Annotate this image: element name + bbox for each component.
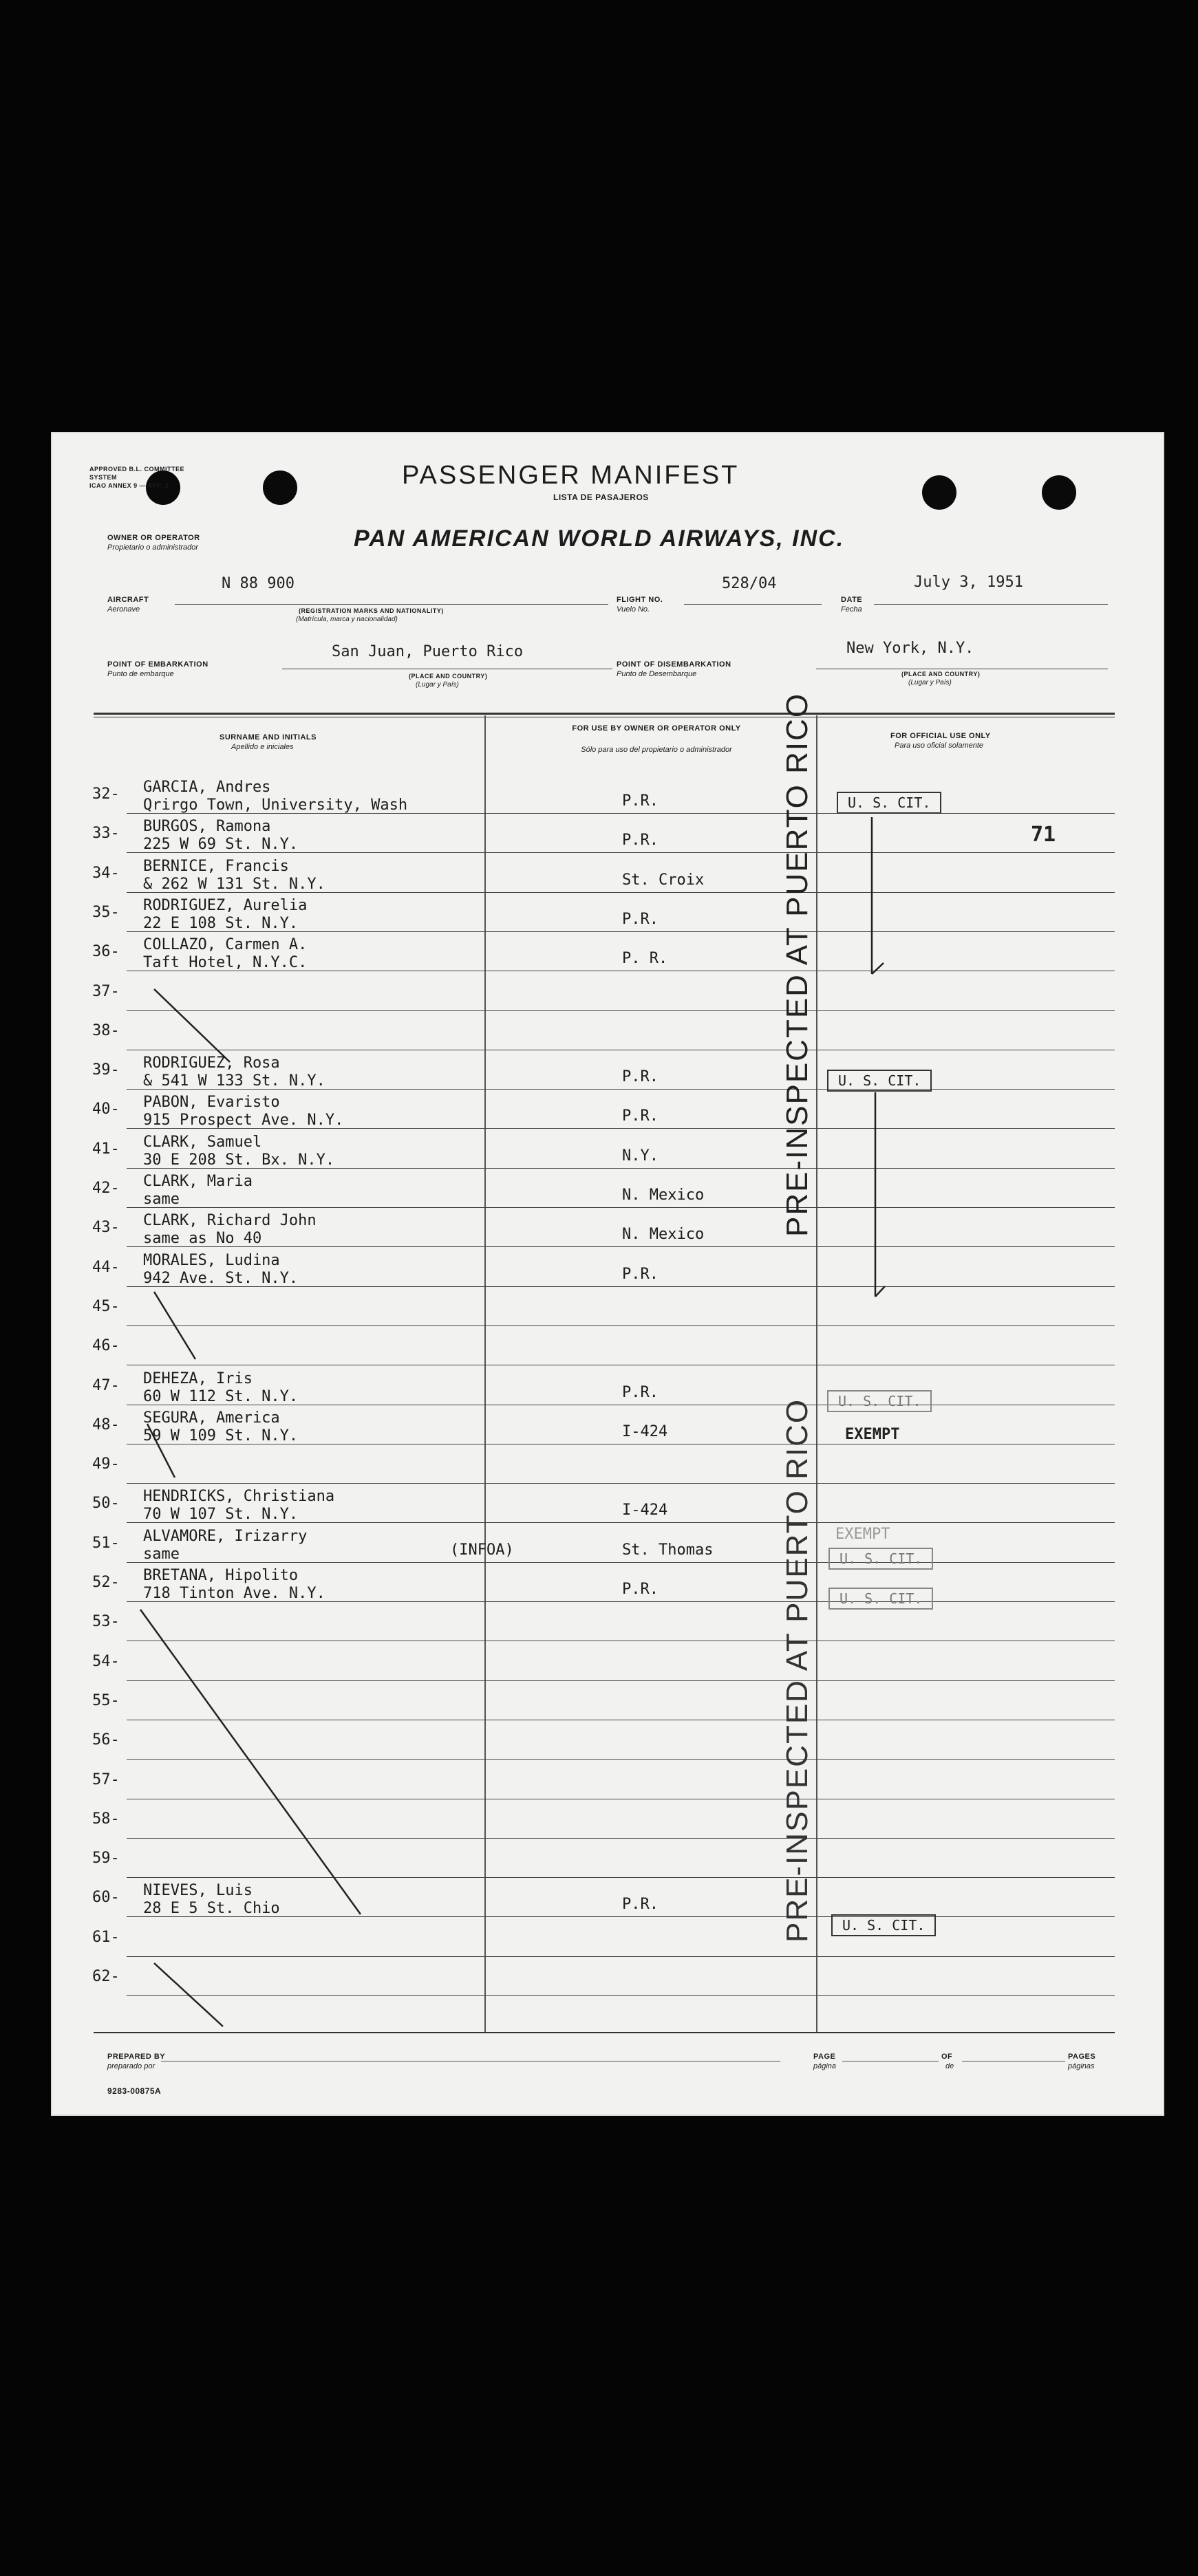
passenger-address: & 262 W 131 St. N.Y. xyxy=(143,875,325,893)
row-number: 55- xyxy=(92,1691,120,1709)
row-number: 57- xyxy=(92,1771,120,1788)
form-number: 9283-00875A xyxy=(107,2086,162,2096)
name-column-header: SURNAME AND INITIALS xyxy=(220,733,317,742)
count-mark: 71 xyxy=(1031,823,1056,847)
passenger-name: RODRIGUEZ, Aurelia xyxy=(143,896,308,914)
us-cit-stamp: U. S. CIT. xyxy=(837,792,941,814)
exempt-stamp: EXEMPT xyxy=(845,1426,900,1443)
owner-use-value: P.R. xyxy=(622,1581,659,1598)
row-number: 60- xyxy=(92,1889,120,1907)
page-subtitle: LISTA DE PASAJEROS xyxy=(553,493,649,502)
owner-column-header-es: Sólo para uso del propietario o administrador xyxy=(581,746,732,754)
owner-label: OWNER OR OPERATOR xyxy=(107,534,200,542)
row-number: 50- xyxy=(92,1495,120,1513)
row-number: 36- xyxy=(92,943,120,961)
passenger-name: CLARK, Maria xyxy=(143,1173,253,1190)
aircraft-label-es: Aeronave xyxy=(107,605,140,614)
passenger-address: same as No 40 xyxy=(143,1230,262,1248)
passenger-name: CLARK, Samuel xyxy=(143,1133,262,1151)
passenger-address: 942 Ave. St. N.Y. xyxy=(143,1269,299,1287)
aircraft-caption-es: (Matrícula, marca y nacionalidad) xyxy=(296,616,398,623)
preinspected-stamp: PRE-INSPECTED AT PUERTO RICO xyxy=(780,692,814,1237)
page-label: PAGE xyxy=(813,2053,836,2061)
us-cit-stamp: U. S. CIT. xyxy=(828,1548,933,1570)
embark-place-caption: (PLACE AND COUNTRY) xyxy=(409,673,488,680)
passenger-name: CLARK, Richard John xyxy=(143,1212,317,1230)
passenger-address: Taft Hotel, N.Y.C. xyxy=(143,954,308,972)
disembark-label-es: Punto de Desembarque xyxy=(617,670,697,678)
passenger-address: 915 Prospect Ave. N.Y. xyxy=(143,1112,344,1129)
row-number: 35- xyxy=(92,903,120,921)
official-column-header-es: Para uso oficial solamente xyxy=(895,742,984,750)
owner-use-value: P.R. xyxy=(622,1383,659,1401)
owner-use-value: N. Mexico xyxy=(622,1226,705,1244)
page-label-es: página xyxy=(813,2062,837,2070)
aircraft-value: N 88 900 xyxy=(222,575,295,592)
embark-label: POINT OF EMBARKATION xyxy=(107,660,208,669)
row-number: 44- xyxy=(92,1258,120,1276)
passenger-name: SEGURA, America xyxy=(143,1409,280,1427)
aircraft-caption: (REGISTRATION MARKS AND NATIONALITY) xyxy=(299,607,444,614)
us-cit-stamp: U. S. CIT. xyxy=(827,1390,932,1412)
owner-column-header: FOR USE BY OWNER OR OPERATOR ONLY xyxy=(572,724,741,733)
owner-use-value: St. Croix xyxy=(622,871,705,889)
passenger-name: BRETANA, Hipolito xyxy=(143,1567,299,1584)
embark-value: San Juan, Puerto Rico xyxy=(332,643,524,660)
embark-label-es: Punto de embarque xyxy=(107,670,174,678)
passenger-name: GARCIA, Andres xyxy=(143,779,271,796)
owner-use-value: P.R. xyxy=(622,792,659,810)
owner-use-value: P.R. xyxy=(622,1896,659,1914)
passenger-name: RODRIGUEZ, Rosa xyxy=(143,1054,280,1072)
aircraft-label: AIRCRAFT xyxy=(107,596,149,604)
passenger-name: ALVAMORE, Irizarry xyxy=(143,1527,308,1545)
passenger-name: HENDRICKS, Christiana xyxy=(143,1488,335,1506)
date-label-es: Fecha xyxy=(841,605,862,614)
row-number: 46- xyxy=(92,1337,120,1355)
preinspected-stamp: PRE-INSPECTED AT PUERTO RICO xyxy=(780,1398,814,1942)
owner-use-value: N. Mexico xyxy=(622,1187,705,1204)
owner-use-value: P.R. xyxy=(622,1107,659,1125)
passenger-address: 22 E 108 St. N.Y. xyxy=(143,914,299,932)
row-number: 54- xyxy=(92,1652,120,1670)
row-number: 52- xyxy=(92,1574,120,1591)
strike-lines xyxy=(51,432,1164,2116)
us-cit-stamp: U. S. CIT. xyxy=(831,1914,936,1936)
row-note: (INFOA) xyxy=(450,1541,514,1559)
passenger-address: same xyxy=(143,1191,180,1208)
embark-place-caption-es: (Lugar y País) xyxy=(416,681,459,689)
date-label: DATE xyxy=(841,596,863,604)
disembark-place-caption: (PLACE AND COUNTRY) xyxy=(901,671,981,678)
row-number: 43- xyxy=(92,1219,120,1237)
disembark-label: POINT OF DISEMBARKATION xyxy=(617,660,731,669)
row-number: 38- xyxy=(92,1021,120,1039)
owner-use-value: I-424 xyxy=(622,1422,668,1440)
passenger-address: same xyxy=(143,1545,180,1563)
passenger-address: 59 W 109 St. N.Y. xyxy=(143,1427,299,1444)
passenger-address: 60 W 112 St. N.Y. xyxy=(143,1387,299,1405)
row-number: 49- xyxy=(92,1455,120,1473)
passenger-name: NIEVES, Luis xyxy=(143,1882,253,1900)
disembark-value: New York, N.Y. xyxy=(846,640,974,657)
row-number: 33- xyxy=(92,825,120,843)
us-cit-stamp: U. S. CIT. xyxy=(827,1070,932,1092)
name-column-header-es: Apellido e iniciales xyxy=(231,743,294,751)
row-number: 40- xyxy=(92,1101,120,1118)
row-number: 37- xyxy=(92,982,120,1000)
passenger-address: 718 Tinton Ave. N.Y. xyxy=(143,1585,325,1602)
row-number: 42- xyxy=(92,1180,120,1197)
manifest-sheet xyxy=(51,432,1164,2116)
row-number: 58- xyxy=(92,1810,120,1828)
passenger-address: 28 E 5 St. Chio xyxy=(143,1900,280,1918)
us-cit-stamp: U. S. CIT. xyxy=(828,1588,933,1610)
of-label-es: de xyxy=(945,2062,954,2070)
official-column-header: FOR OFFICIAL USE ONLY xyxy=(890,732,991,740)
flight-label-es: Vuelo No. xyxy=(617,605,650,614)
row-number: 53- xyxy=(92,1613,120,1631)
flight-value: 528/04 xyxy=(722,575,777,592)
approval-note: APPROVED B.L. COMMITTEE SYSTEM ICAO ANNEX 9 — APP. 2 xyxy=(89,466,185,489)
owner-use-value: I-424 xyxy=(622,1502,668,1519)
row-number: 32- xyxy=(92,786,120,803)
owner-use-value: St. Thomas xyxy=(622,1541,714,1559)
owner-value: PAN AMERICAN WORLD AIRWAYS, INC. xyxy=(354,526,845,552)
passenger-name: DEHEZA, Iris xyxy=(143,1370,253,1387)
passenger-name: BURGOS, Ramona xyxy=(143,818,271,836)
passenger-address: 225 W 69 St. N.Y. xyxy=(143,836,299,854)
date-value: July 3, 1951 xyxy=(914,574,1023,591)
row-number: 51- xyxy=(92,1534,120,1552)
owner-use-value: P.R. xyxy=(622,832,659,849)
row-number: 34- xyxy=(92,864,120,882)
page-title: PASSENGER MANIFEST xyxy=(402,461,740,490)
pages-label-es: páginas xyxy=(1068,2062,1095,2070)
exempt-stamp: EXEMPT xyxy=(835,1526,890,1543)
owner-use-value: P.R. xyxy=(622,1068,659,1086)
row-number: 47- xyxy=(92,1376,120,1394)
passenger-address: 70 W 107 St. N.Y. xyxy=(143,1506,299,1524)
passenger-name: MORALES, Ludina xyxy=(143,1251,280,1269)
row-number: 48- xyxy=(92,1416,120,1433)
passenger-address: Qrirgo Town, University, Wash xyxy=(143,797,408,814)
row-number: 39- xyxy=(92,1061,120,1079)
row-number: 45- xyxy=(92,1297,120,1315)
pages-label: PAGES xyxy=(1068,2053,1096,2061)
of-label: OF xyxy=(941,2053,953,2061)
row-number: 41- xyxy=(92,1140,120,1158)
owner-use-value: P.R. xyxy=(622,1265,659,1283)
row-number: 59- xyxy=(92,1850,120,1868)
row-number: 61- xyxy=(92,1928,120,1946)
passenger-name: PABON, Evaristo xyxy=(143,1094,280,1112)
passenger-name: BERNICE, Francis xyxy=(143,857,289,875)
passenger-name: COLLAZO, Carmen A. xyxy=(143,936,308,954)
flight-label: FLIGHT NO. xyxy=(617,596,663,604)
passenger-address: 30 E 208 St. Bx. N.Y. xyxy=(143,1151,335,1169)
owner-use-value: P.R. xyxy=(622,910,659,928)
owner-use-value: N.Y. xyxy=(622,1147,659,1165)
owner-label-es: Propietario o administrador xyxy=(107,543,199,552)
row-number: 56- xyxy=(92,1731,120,1749)
prepared-label: PREPARED BY xyxy=(107,2053,166,2061)
prepared-label-es: preparado por xyxy=(107,2062,156,2070)
row-number: 62- xyxy=(92,1968,120,1985)
owner-use-value: P. R. xyxy=(622,950,668,968)
passenger-address: & 541 W 133 St. N.Y. xyxy=(143,1072,325,1090)
disembark-place-caption-es: (Lugar y País) xyxy=(908,679,952,686)
